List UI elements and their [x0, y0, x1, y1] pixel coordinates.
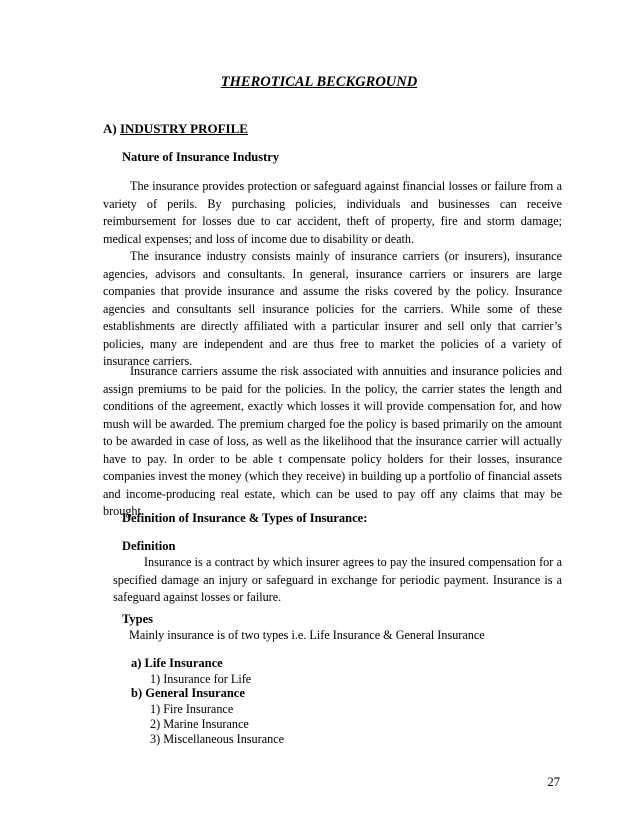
paragraph-1	[103, 178, 562, 248]
nature-heading: Nature of Insurance Industry	[122, 150, 280, 164]
general-insurance-heading: b) General Insurance	[131, 686, 245, 700]
definition-text: Insurance is a contract by which insurer agrees to pay the insured compensation for a specified damage an injury or safeguard in exchange for periodic payment. Insurance is a safeguard against losses or failure.	[113, 555, 562, 604]
paragraph-3-text: Insurance carriers assume the risk associated with annuities and insurance policies and assign premiums to be paid for the policies. In the policy, the carrier states the length and conditions of the agreement, exactly which losses it will provide compensation for, and how mush will be awarded. The premium charged foe the policy is based primarily on the amount to be awarded in case of loss, as well as the likelihood that the insurance carrier will actually have to pay. In order to be able t compensate policy holders for their losses, insurance companies invest the money (which they receive) in building up a portfolio of financial assets and income-producing real estate, which can be used to pay off any claims that may be brought.	[103, 364, 562, 518]
general-insurance-item-3: 3) Miscellaneous Insurance	[150, 732, 285, 746]
paragraph-2	[103, 248, 562, 371]
page-title: THEROTICAL BECKGROUND	[220, 74, 418, 90]
life-insurance-item: 1) Insurance for Life	[150, 672, 252, 686]
definition-paragraph	[113, 554, 562, 607]
definition-types-heading: Definition of Insurance & Types of Insurance:	[122, 511, 368, 525]
section-prefix: A)	[103, 121, 120, 136]
paragraph-1-text: The insurance provides protection or safeguard against financial losses or failure from a variety of perils. By purchasing policies, individuals and businesses can receive reimbursement for losses due to car accident, theft of property, fire and storm damage; medical expenses; and loss of income due to disability or death.	[103, 179, 562, 246]
general-insurance-item-2: 2) Marine Insurance	[150, 717, 249, 731]
general-insurance-item-1: 1) Fire Insurance	[150, 702, 234, 716]
paragraph-3	[103, 363, 562, 521]
section-heading-industry-profile	[103, 121, 248, 137]
types-text: Mainly insurance is of two types i.e. Life Insurance & General Insurance	[129, 628, 485, 642]
life-insurance-heading: a) Life Insurance	[131, 656, 223, 670]
page-number: 27	[547, 775, 560, 789]
section-label: INDUSTRY PROFILE	[119, 121, 248, 136]
definition-heading: Definition	[122, 539, 176, 553]
types-heading: Types	[122, 612, 154, 626]
paragraph-2-text: The insurance industry consists mainly of insurance carriers (or insurers), insurance agencies, advisors and consultants. In general, insurance carriers or insurers are large companies that provide insurance and assume the risks covered by the policy. Insurance agencies and consultants sell insurance policies for the carriers. While some of these establishments are directly affiliated with a particular insurer and sell only that carrier’s policies, many are independent and are thus free to market the policies of a variety of insurance carriers.	[103, 249, 562, 368]
